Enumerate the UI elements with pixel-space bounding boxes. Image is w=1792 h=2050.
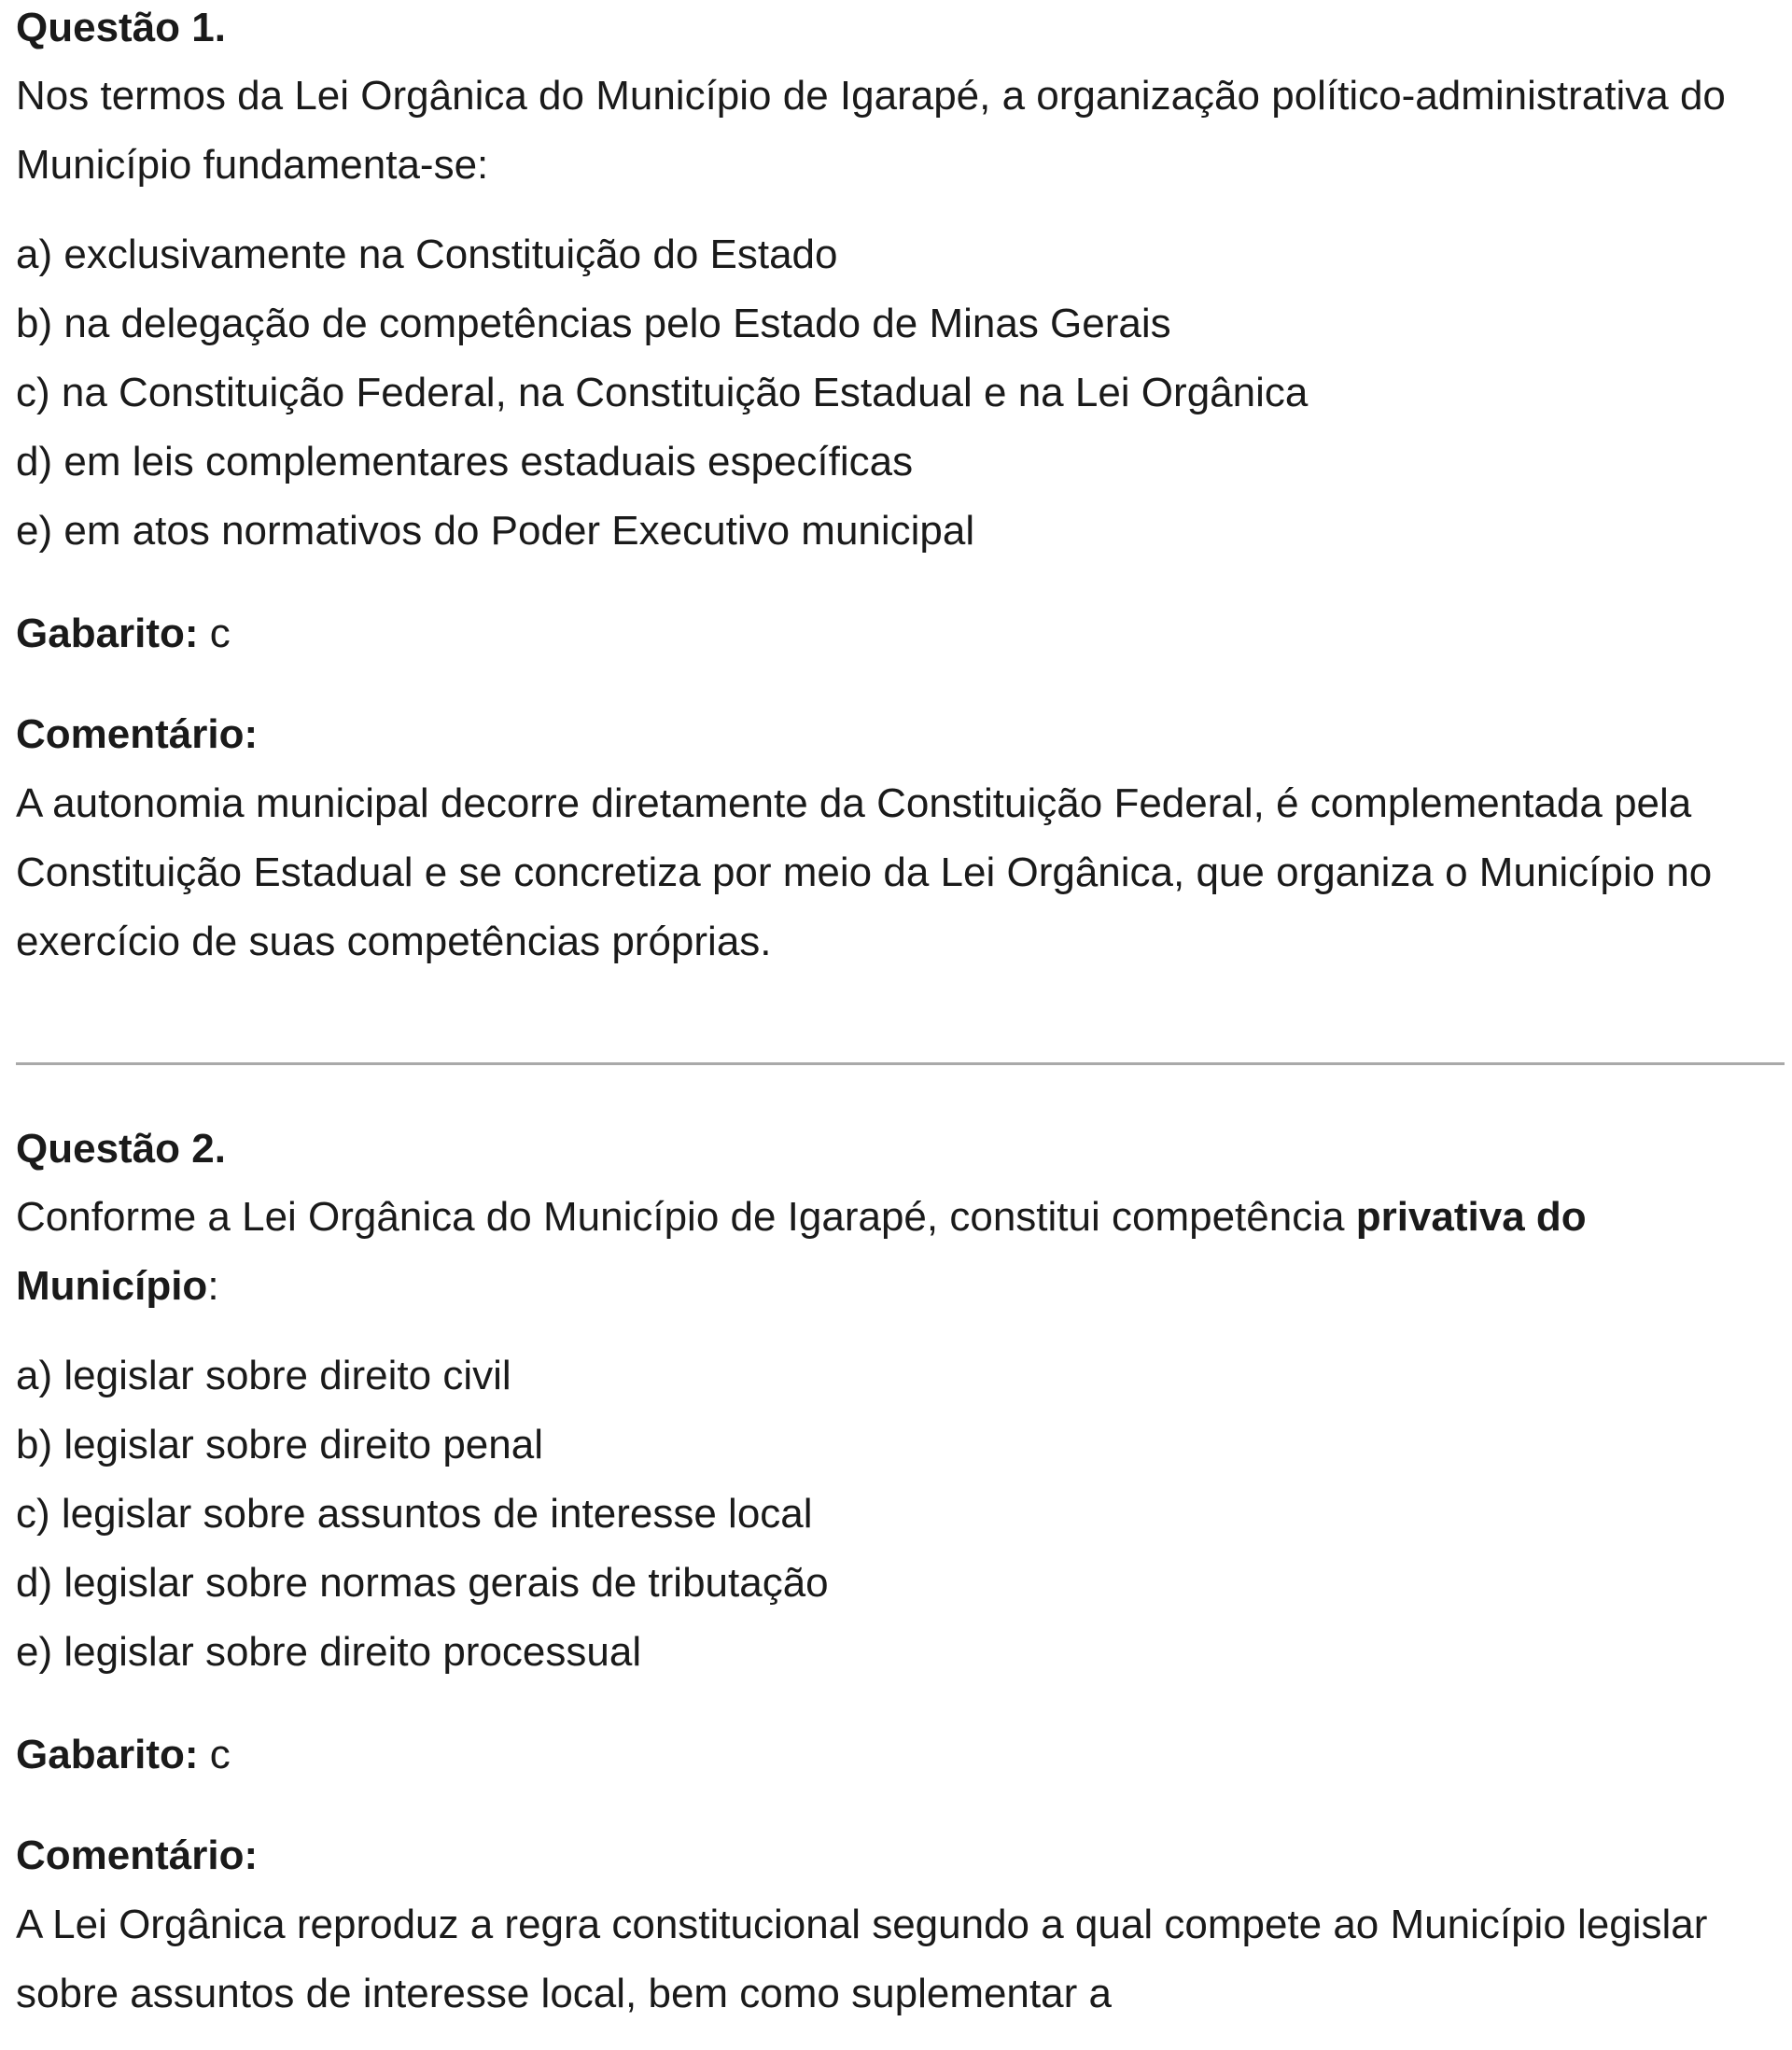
answer-value: c	[198, 1732, 231, 1777]
comment-label: Comentário:	[16, 711, 259, 757]
comment-text: A Lei Orgânica reproduz a regra constitucional segundo a qual compete ao Município legislar sobre assuntos de interesse local, bem como suplementar a	[16, 1902, 1708, 2016]
answer-value: c	[198, 611, 231, 656]
options-list	[16, 220, 1772, 566]
option-c: c) na Constituição Federal, na Constituição Estadual e na Lei Orgânica	[16, 370, 1309, 415]
option-c: c) legislar sobre assuntos de interesse local	[16, 1491, 813, 1537]
answer-key	[16, 1720, 1772, 1790]
comment-text: A autonomia municipal decorre diretamente da Constituição Federal, é complementada pela Constituição Estadual e se concretiza por meio da Lei Orgânica, que organiza o Município no exercício de suas competências próprias.	[16, 780, 1713, 964]
option-a: a) exclusivamente na Constituição do Estado	[16, 232, 838, 277]
comment-label: Comentário:	[16, 1832, 259, 1878]
option-b: b) na delegação de competências pelo Estado de Minas Gerais	[16, 301, 1171, 346]
question-heading: Questão 2.	[16, 1126, 226, 1172]
question-1	[16, 0, 1772, 976]
option-e: e) em atos normativos do Poder Executivo municipal	[16, 508, 975, 554]
answer-key	[16, 599, 1772, 668]
option-a: a) legislar sobre direito civil	[16, 1353, 511, 1398]
stem-text-end: :	[207, 1263, 219, 1309]
question-2	[16, 1121, 1772, 2029]
stem-text: Conforme a Lei Orgânica do Município de Igarapé, constitui competência	[16, 1194, 1356, 1240]
question-heading: Questão 1.	[16, 5, 226, 50]
question-stem	[16, 1183, 1772, 1321]
stem-text: Nos termos da Lei Orgânica do Município de Igarapé, a organização político-administrativa do Município fundamenta-se:	[16, 73, 1726, 188]
question-stem	[16, 62, 1772, 200]
stem-emphasis: privativa do Município	[16, 1194, 1587, 1309]
option-d: d) em leis complementares estaduais específicas	[16, 439, 914, 484]
answer-label: Gabarito:	[16, 1732, 199, 1777]
option-d: d) legislar sobre normas gerais de tributação	[16, 1560, 829, 1606]
section-divider	[16, 1062, 1785, 1065]
option-e: e) legislar sobre direito processual	[16, 1629, 642, 1675]
answer-label: Gabarito:	[16, 611, 199, 656]
options-list	[16, 1341, 1772, 1687]
option-b: b) legislar sobre direito penal	[16, 1422, 543, 1467]
